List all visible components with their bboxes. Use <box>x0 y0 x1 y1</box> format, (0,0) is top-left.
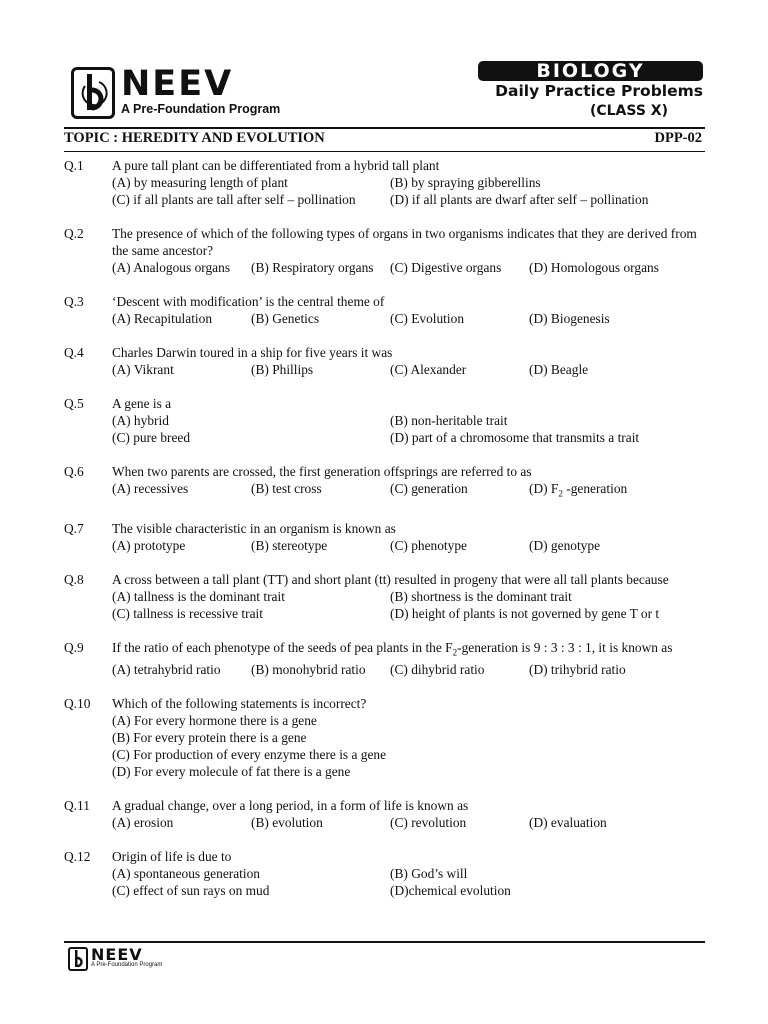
question-9 <box>64 639 714 679</box>
option-c: (C) effect of sun rays on mud <box>112 883 270 899</box>
option-c: (C) Alexander <box>390 362 467 377</box>
option-a: (A) hybrid <box>112 413 169 428</box>
topic-heading: TOPIC : HEREDITY AND EVOLUTION <box>64 130 325 146</box>
question-number: Q.3 <box>64 294 84 309</box>
footer-logo-tagline: A Pre-Foundation Program <box>91 962 163 968</box>
class-label: (CLASS X) <box>589 103 668 119</box>
option-a: (A) For every hormone there is a gene <box>112 713 317 729</box>
option-d: (D)chemical evolution <box>390 883 511 899</box>
option-b: (B) Genetics <box>251 311 320 326</box>
question-number: Q.11 <box>64 798 90 814</box>
option-b: (B) God’s will <box>390 866 468 882</box>
question-number: Q.6 <box>64 464 84 479</box>
option-c: (C) phenotype <box>390 537 467 553</box>
option-c: (C) Digestive organs <box>390 260 502 275</box>
question-10 <box>64 695 714 780</box>
topic-divider <box>64 151 705 152</box>
option-c: (C) Evolution <box>390 311 465 326</box>
logo-name: NEEV <box>121 64 234 104</box>
question-text: Origin of life is due to <box>112 849 232 865</box>
question-11 <box>64 797 714 831</box>
question-number: Q.9 <box>64 639 84 655</box>
question-6 <box>64 463 714 503</box>
neev-logo-icon <box>71 67 115 119</box>
question-text: Charles Darwin toured in a ship for five years it was <box>112 345 393 360</box>
question-5 <box>64 395 714 446</box>
question-text-suffix: -generation is 9 : 3 : 3 : 1, it is known as <box>457 639 673 655</box>
option-c: (C) dihybrid ratio <box>390 662 485 678</box>
question-text: Which of the following statements is incorrect? <box>112 696 367 712</box>
subscript: 2 <box>452 647 458 658</box>
option-c: (C) tallness is recessive trait <box>112 605 263 621</box>
question-number: Q.7 <box>64 520 84 536</box>
logo-tagline: A Pre-Foundation Program <box>121 102 281 116</box>
question-4 <box>64 344 714 378</box>
option-b: (B) evolution <box>251 815 323 831</box>
question-number: Q.10 <box>64 696 91 712</box>
option-d: (D) Biogenesis <box>529 311 610 326</box>
question-number: Q.4 <box>64 345 84 360</box>
subscript: 2 <box>558 488 563 499</box>
question-text: The visible characteristic in an organism is known as <box>112 520 396 536</box>
option-a: (A) Recapitulation <box>112 311 213 326</box>
question-2 <box>64 225 714 276</box>
question-text: ‘Descent with modification’ is the central theme of <box>112 294 385 309</box>
option-a: (A) Analogous organs <box>112 260 231 275</box>
question-text: A gene is a <box>112 396 172 411</box>
neev-logo <box>71 64 281 119</box>
option-a: (A) prototype <box>112 537 186 553</box>
question-list <box>64 157 714 916</box>
option-d: (D) part of a chromosome that transmits a trait <box>390 430 640 445</box>
option-a: (A) erosion <box>112 815 174 831</box>
question-text-prefix: If the ratio of each phenotype of the seeds of pea plants in the F <box>112 639 453 655</box>
option-d-prefix: (D) F <box>529 481 559 496</box>
option-d: (D) For every molecule of fat there is a gene <box>112 764 351 780</box>
question-8 <box>64 571 714 622</box>
option-b: (B) stereotype <box>251 537 328 553</box>
option-a: (A) by measuring length of plant <box>112 175 288 190</box>
option-d: (D) height of plants is not governed by gene T or t <box>390 605 660 621</box>
question-12 <box>64 848 714 899</box>
question-text: A cross between a tall plant (TT) and short plant (tt) resulted in progeny that were all tall plants because <box>112 571 669 587</box>
option-b: (B) Respiratory organs <box>251 260 374 275</box>
option-b: (B) by spraying gibberellins <box>390 175 541 190</box>
neev-logo-icon <box>68 947 88 971</box>
option-c: (C) if all plants are tall after self – pollination <box>112 192 356 207</box>
option-d: (D) evaluation <box>529 815 607 831</box>
dpp-code: DPP-02 <box>654 130 702 146</box>
option-b: (B) Phillips <box>251 362 314 377</box>
option-b: (B) test cross <box>251 481 322 496</box>
document-title: Daily Practice Problems <box>495 82 703 100</box>
option-b: (B) monohybrid ratio <box>251 662 366 678</box>
footer-logo-name: NEEV <box>91 945 143 964</box>
question-3 <box>64 293 714 327</box>
option-c: (C) revolution <box>390 815 467 831</box>
option-a: (A) tallness is the dominant trait <box>112 588 285 604</box>
option-b: (B) For every protein there is a gene <box>112 730 307 746</box>
option-d: (D) trihybrid ratio <box>529 662 626 678</box>
question-number: Q.2 <box>64 226 84 241</box>
question-text: The presence of which of the following types of organs in two organisms indicates that they are derived from the same ancestor? <box>112 226 697 258</box>
subject-badge: BIOLOGY <box>478 61 703 81</box>
option-d: (D) Beagle <box>529 362 589 377</box>
option-a: (A) recessives <box>112 481 189 496</box>
option-c: (C) generation <box>390 481 468 496</box>
question-1 <box>64 157 714 208</box>
option-d: (D) if all plants are dwarf after self – pollination <box>390 192 649 207</box>
question-text: A gradual change, over a long period, in a form of life is known as <box>112 798 469 814</box>
option-c: (C) For production of every enzyme there is a gene <box>112 747 387 763</box>
option-a: (A) tetrahybrid ratio <box>112 662 221 678</box>
option-a: (A) spontaneous generation <box>112 866 260 882</box>
option-d-suffix: -generation <box>562 481 628 496</box>
question-text <box>112 639 714 662</box>
option-b: (B) non-heritable trait <box>390 413 508 428</box>
option-d: (D) Homologous organs <box>529 260 659 275</box>
question-number: Q.5 <box>64 396 84 411</box>
option-d <box>529 480 668 503</box>
question-text: A pure tall plant can be differentiated from a hybrid tall plant <box>112 158 440 173</box>
footer-logo <box>68 947 162 971</box>
question-number: Q.12 <box>64 849 91 865</box>
question-number: Q.8 <box>64 571 84 587</box>
question-7 <box>64 520 714 554</box>
option-c: (C) pure breed <box>112 430 191 445</box>
option-b: (B) shortness is the dominant trait <box>390 588 572 604</box>
option-a: (A) Vikrant <box>112 362 174 377</box>
header-divider <box>64 127 705 129</box>
question-number: Q.1 <box>64 158 84 173</box>
option-d: (D) genotype <box>529 537 601 553</box>
question-text: When two parents are crossed, the first generation offsprings are referred to as <box>112 464 532 479</box>
footer-divider <box>64 941 705 943</box>
